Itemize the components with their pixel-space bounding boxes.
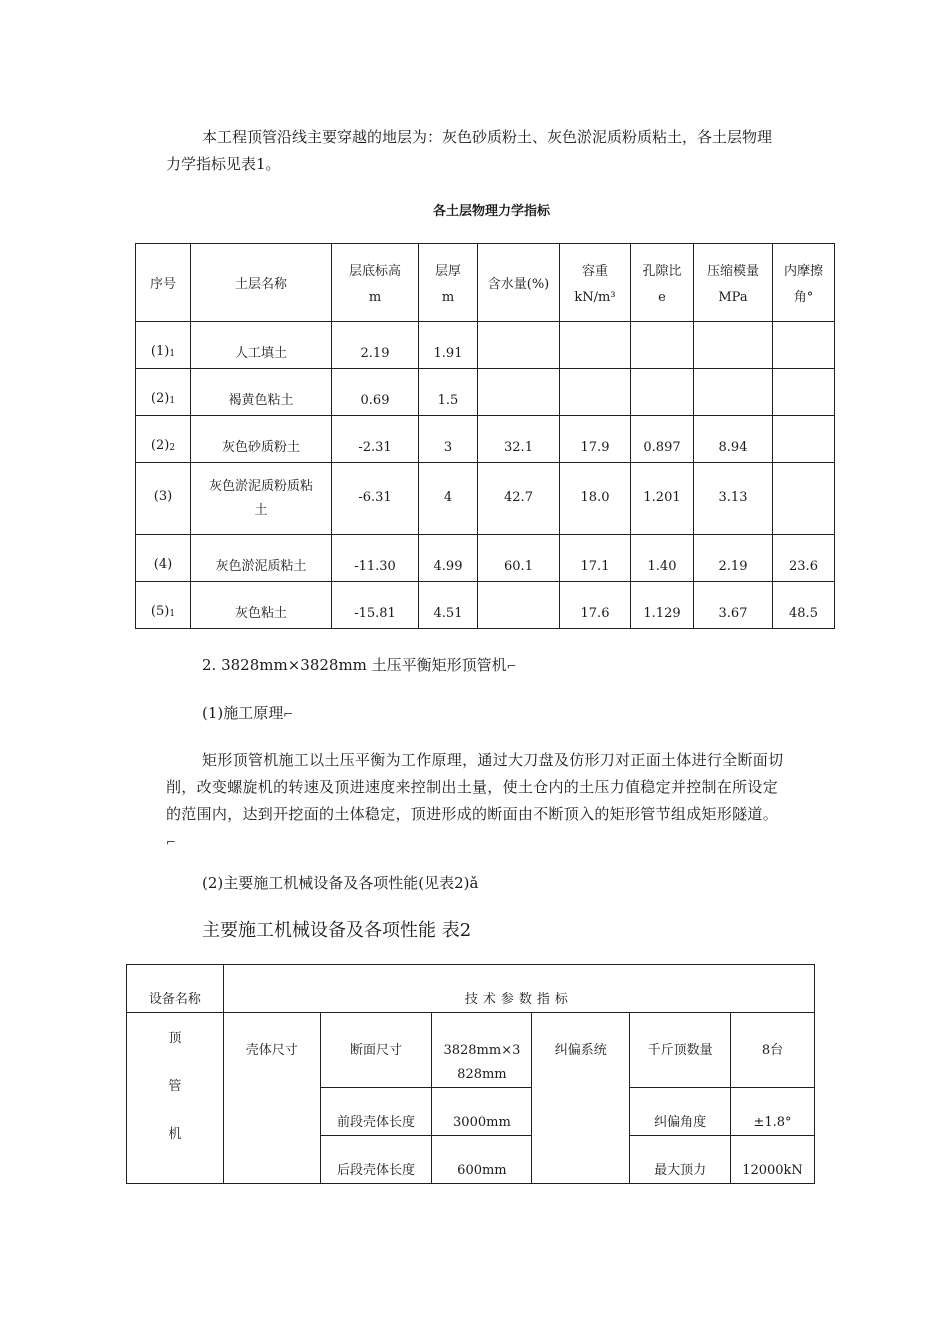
cell (631, 322, 694, 369)
cell: 3000mm (432, 1088, 532, 1136)
row-id: (4) (136, 535, 191, 582)
intro-paragraph: 本工程顶管沿线主要穿越的地层为：灰色砂质粉土、灰色淤泥质粉质粘土，各土层物理力学指标见表1。 (166, 128, 773, 173)
layer-name: 人工填土 (191, 322, 332, 369)
cell (560, 369, 631, 416)
cell: 后段壳体长度 (320, 1136, 432, 1184)
cell: 1.5 (419, 369, 478, 416)
layer-name: 灰色淤泥质粘土 (191, 535, 332, 582)
cell: 壳体尺寸 (223, 1013, 320, 1184)
layer-name: 灰色砂质粉土 (191, 416, 332, 463)
cell: 3828mm×3828mm (432, 1013, 532, 1088)
cell: 32.1 (478, 416, 560, 463)
subsection-heading: (1)施工原理⌐ (202, 704, 294, 722)
row-id: (1)1 (136, 322, 191, 369)
header-cell: 土层名称 (191, 244, 332, 322)
cell (694, 369, 773, 416)
table1-caption: 各土层物理力学指标 (432, 204, 550, 219)
cell: 1.91 (419, 322, 478, 369)
equipment-name: 顶 管 机 (127, 1013, 224, 1184)
cell: 12000kN (731, 1136, 815, 1184)
cell (478, 582, 560, 629)
cell: 17.6 (560, 582, 631, 629)
cell: 2.19 (332, 322, 419, 369)
table-row (136, 535, 835, 582)
row-id: (2)2 (136, 416, 191, 463)
cell: -2.31 (332, 416, 419, 463)
cell (560, 322, 631, 369)
header-cell: 序号 (136, 244, 191, 322)
cell: 1.201 (631, 463, 694, 535)
equipment-table (126, 964, 815, 1184)
header-cell: 孔隙比 e (631, 244, 694, 322)
cell (694, 322, 773, 369)
cell (773, 369, 835, 416)
paragraph-mark: ⌐ (283, 707, 294, 721)
cell (773, 416, 835, 463)
cell: 纠偏角度 (630, 1088, 731, 1136)
cell (773, 463, 835, 535)
cell (773, 322, 835, 369)
cell: 0.69 (332, 369, 419, 416)
header-cell: 内摩擦 角° (773, 244, 835, 322)
cell: 4 (419, 463, 478, 535)
cell: -11.30 (332, 535, 419, 582)
cell: 前段壳体长度 (320, 1088, 432, 1136)
table-header-row (136, 244, 835, 322)
header-cell: 技术参数指标 (223, 965, 814, 1013)
cell (478, 322, 560, 369)
header-cell: 设备名称 (127, 965, 224, 1013)
cell: 17.9 (560, 416, 631, 463)
table-row (127, 1013, 815, 1088)
cell: 60.1 (478, 535, 560, 582)
header-cell: 容重 kN/m³ (560, 244, 631, 322)
cell: 2.19 (694, 535, 773, 582)
cell: 最大顶力 (630, 1136, 731, 1184)
layer-name: 灰色粘土 (191, 582, 332, 629)
cell: 3.67 (694, 582, 773, 629)
table-row (136, 463, 835, 535)
body-paragraph: 矩形顶管机施工以土压平衡为工作原理，通过大刀盘及仿形刀对正面土体进行全断面切削，改变螺旋机的转速及顶进速度来控制出土量，使土仓内的土压力值稳定并控制在所设定的范围内，达到开挖面的土体稳定，顶进形成的断面由不断顶入的矩形管节组成矩形隧道。⌐ (166, 751, 784, 849)
subsection-heading: (2)主要施工机械设备及各项性能(见表2)ǎ (202, 874, 479, 892)
cell: ±1.8° (731, 1088, 815, 1136)
header-cell: 层底标高 m (332, 244, 419, 322)
cell (478, 369, 560, 416)
cell: 17.1 (560, 535, 631, 582)
cell: 8.94 (694, 416, 773, 463)
table-row (136, 582, 835, 629)
table-row (136, 416, 835, 463)
cell: 4.99 (419, 535, 478, 582)
table-row (136, 369, 835, 416)
cell (631, 369, 694, 416)
table-row (136, 322, 835, 369)
cell: 42.7 (478, 463, 560, 535)
table-header-row (127, 965, 815, 1013)
cell: 1.129 (631, 582, 694, 629)
cell: 600mm (432, 1136, 532, 1184)
cell: -6.31 (332, 463, 419, 535)
cell: 18.0 (560, 463, 631, 535)
header-cell: 含水量(%) (478, 244, 560, 322)
cell: 48.5 (773, 582, 835, 629)
row-id: (3) (136, 463, 191, 535)
layer-name: 灰色淤泥质粉质粘土 (191, 463, 332, 535)
header-cell: 层厚 m (419, 244, 478, 322)
section-heading: 2. 3828mm×3828mm 土压平衡矩形顶管机⌐ (202, 656, 517, 674)
cell: 4.51 (419, 582, 478, 629)
row-id: (5)1 (136, 582, 191, 629)
soil-properties-table (135, 243, 835, 629)
paragraph-mark: ⌐ (506, 659, 517, 673)
cell: 断面尺寸 (320, 1013, 432, 1088)
header-cell: 压缩模量 MPa (694, 244, 773, 322)
cell: 8台 (731, 1013, 815, 1088)
cell: 1.40 (631, 535, 694, 582)
cell: 纠偏系统 (532, 1013, 630, 1184)
layer-name: 褐黄色粘土 (191, 369, 332, 416)
row-id: (2)1 (136, 369, 191, 416)
paragraph-mark: ⌐ (166, 835, 177, 849)
table2-caption: 主要施工机械设备及各项性能 表2 (202, 920, 472, 941)
cell: 3 (419, 416, 478, 463)
cell: -15.81 (332, 582, 419, 629)
cell: 23.6 (773, 535, 835, 582)
cell: 3.13 (694, 463, 773, 535)
cell: 0.897 (631, 416, 694, 463)
cell: 千斤顶数量 (630, 1013, 731, 1088)
